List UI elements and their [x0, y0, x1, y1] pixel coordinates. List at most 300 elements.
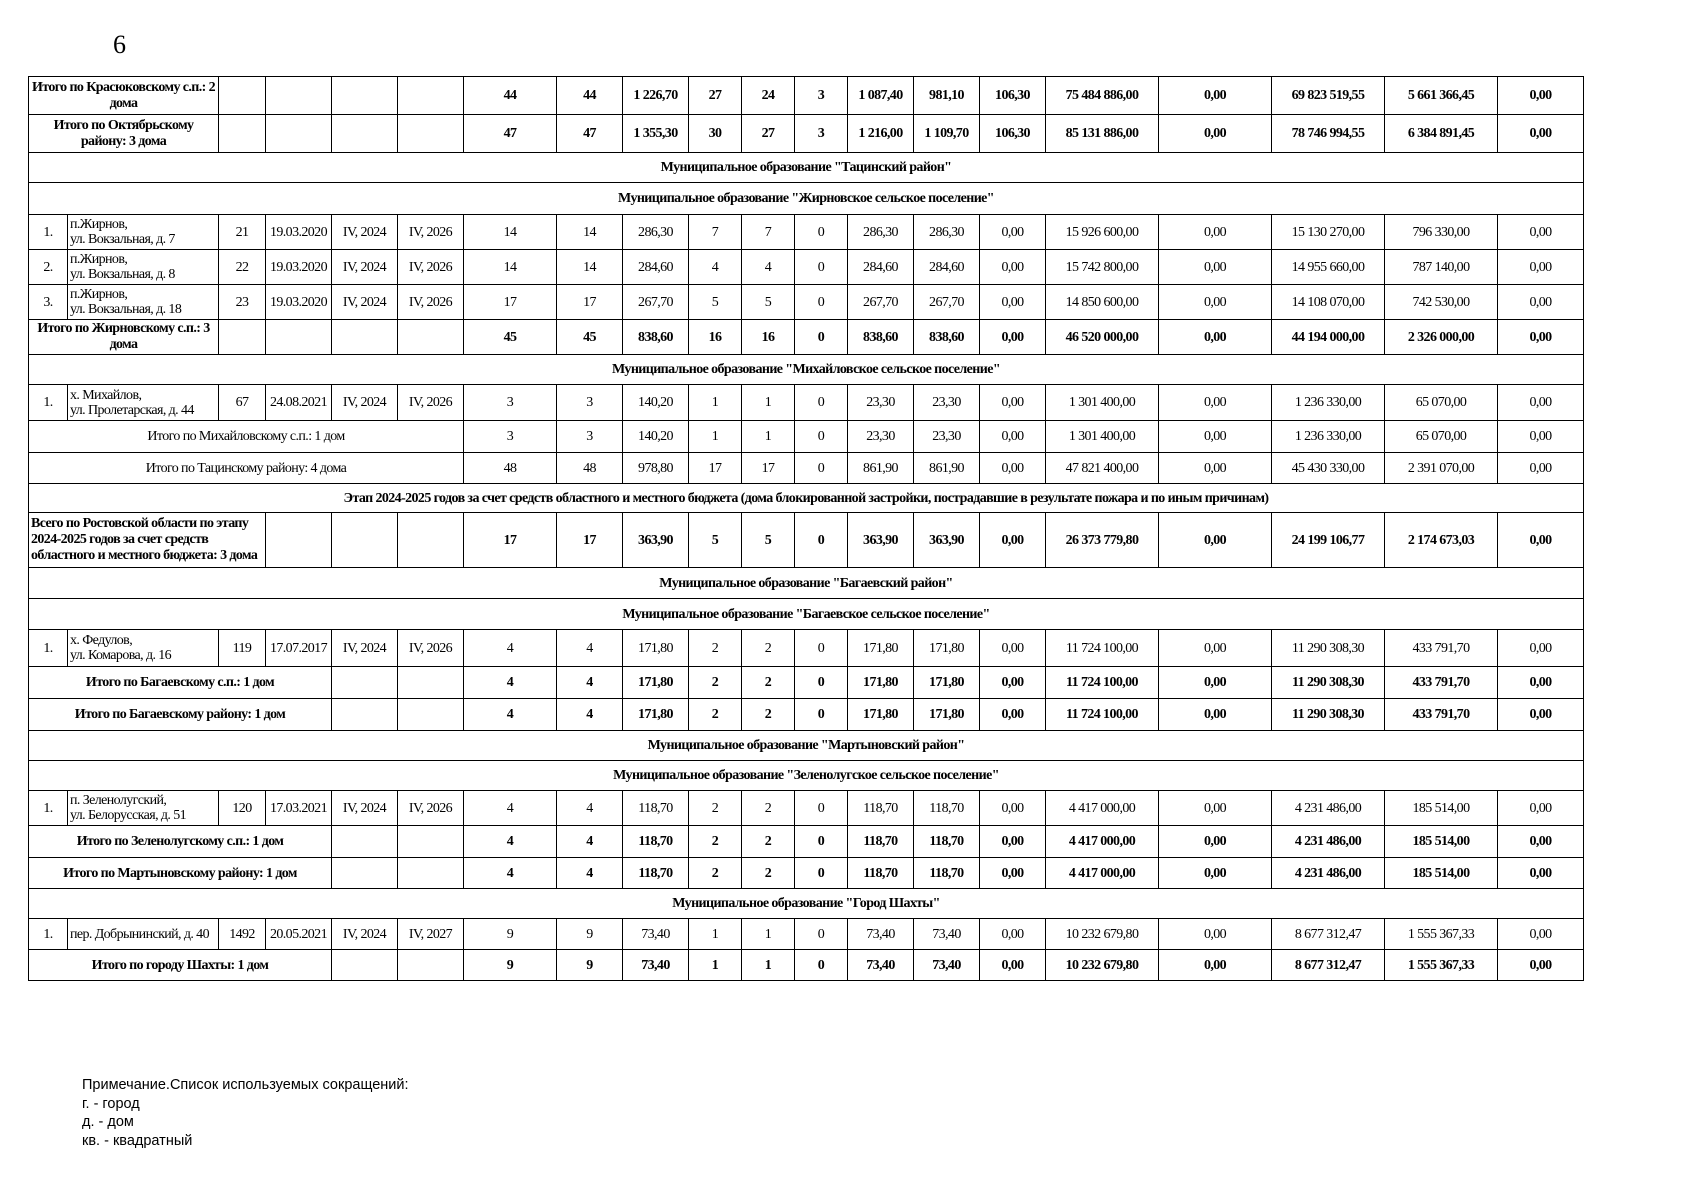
- value-cost-total: 46 520 000,00: [1046, 320, 1159, 355]
- value-families-relocated: 1: [742, 421, 795, 453]
- table-row: [29, 791, 1584, 826]
- empty-cell: [398, 115, 464, 153]
- address-cell: [68, 791, 219, 826]
- value-cost-regional: 8 677 312,47: [1272, 919, 1385, 950]
- value-area-housing: 838,60: [914, 320, 980, 355]
- value-area-total: 140,20: [623, 385, 689, 421]
- planned-end-quarter: IV, 2026: [398, 215, 464, 250]
- value-area-total: 286,30: [623, 215, 689, 250]
- section-title: Этап 2024-2025 годов за счет средств областного и местного бюджета (дома блокированной застройки, пострадавшие в результате пожара и по иным причинам): [29, 484, 1584, 513]
- value-families-count: 1: [689, 385, 742, 421]
- value-area-housing: 23,30: [914, 421, 980, 453]
- planned-start-quarter: IV, 2024: [332, 285, 398, 320]
- total-label: Итого по Багаевскому району: 1 дом: [29, 699, 332, 731]
- value-apartments-count: 14: [464, 250, 557, 285]
- empty-cell: [266, 77, 332, 115]
- value-families-other: 0: [795, 513, 848, 568]
- section-header-row: [29, 484, 1584, 513]
- value-residents-count: 48: [557, 453, 623, 484]
- value-cost-total: 11 724 100,00: [1046, 699, 1159, 731]
- value-cost-total: 10 232 679,80: [1046, 919, 1159, 950]
- section-title: Муниципальное образование "Багаевское сельское поселение": [29, 599, 1584, 630]
- value-area-relocated: 118,70: [848, 858, 914, 889]
- value-cost-regional: 78 746 994,55: [1272, 115, 1385, 153]
- total-row: [29, 513, 1584, 568]
- value-families-other: 0: [795, 699, 848, 731]
- recognition-date: 19.03.2020: [266, 215, 332, 250]
- value-cost-local: 5 661 366,45: [1385, 77, 1498, 115]
- value-cost-extra: 0,00: [1498, 453, 1584, 484]
- value-area-other: 0,00: [980, 385, 1046, 421]
- value-area-other: 0,00: [980, 513, 1046, 568]
- value-cost-total: 10 232 679,80: [1046, 950, 1159, 981]
- value-area-other: 0,00: [980, 320, 1046, 355]
- row-number: 3.: [29, 285, 68, 320]
- section-title: Муниципальное образование "Тацинский район": [29, 153, 1584, 183]
- total-row: [29, 950, 1584, 981]
- value-cost-federal: 0,00: [1159, 320, 1272, 355]
- table-row: [29, 250, 1584, 285]
- empty-cell: [332, 320, 398, 355]
- value-area-relocated: 171,80: [848, 667, 914, 699]
- value-cost-extra: 0,00: [1498, 630, 1584, 667]
- value-families-other: 0: [795, 250, 848, 285]
- value-residents-count: 9: [557, 950, 623, 981]
- empty-cell: [398, 667, 464, 699]
- value-area-other: 106,30: [980, 77, 1046, 115]
- value-families-other: 0: [795, 667, 848, 699]
- value-area-total: 118,70: [623, 858, 689, 889]
- planned-end-quarter: IV, 2026: [398, 791, 464, 826]
- value-cost-federal: 0,00: [1159, 421, 1272, 453]
- total-label: Итого по Тацинскому району: 4 дома: [29, 453, 464, 484]
- section-title: Муниципальное образование "Багаевский район": [29, 568, 1584, 599]
- registry-number: 22: [219, 250, 266, 285]
- note-item: д. - дом: [82, 1114, 134, 1130]
- value-residents-count: 17: [557, 285, 623, 320]
- value-cost-extra: 0,00: [1498, 858, 1584, 889]
- value-cost-local: 2 174 673,03: [1385, 513, 1498, 568]
- total-row: [29, 115, 1584, 153]
- value-cost-regional: 4 231 486,00: [1272, 791, 1385, 826]
- planned-end-quarter: IV, 2026: [398, 385, 464, 421]
- table-row: [29, 285, 1584, 320]
- value-area-total: 118,70: [623, 826, 689, 858]
- value-families-relocated: 2: [742, 826, 795, 858]
- value-families-other: 0: [795, 791, 848, 826]
- total-label: Итого по Жирновскому с.п.: 3 дома: [29, 320, 219, 355]
- value-apartments-count: 4: [464, 699, 557, 731]
- value-cost-total: 4 417 000,00: [1046, 826, 1159, 858]
- value-area-total: 118,70: [623, 791, 689, 826]
- address-cell: [68, 385, 219, 421]
- section-title: Муниципальное образование "Зеленолугское сельское поселение": [29, 761, 1584, 791]
- value-families-other: 0: [795, 826, 848, 858]
- value-cost-extra: 0,00: [1498, 215, 1584, 250]
- empty-cell: [398, 826, 464, 858]
- planned-start-quarter: IV, 2024: [332, 791, 398, 826]
- value-families-other: 0: [795, 421, 848, 453]
- value-cost-local: 433 791,70: [1385, 630, 1498, 667]
- value-cost-federal: 0,00: [1159, 826, 1272, 858]
- empty-cell: [332, 699, 398, 731]
- value-residents-count: 44: [557, 77, 623, 115]
- value-apartments-count: 48: [464, 453, 557, 484]
- value-area-other: 0,00: [980, 826, 1046, 858]
- total-row: [29, 320, 1584, 355]
- section-header-row: [29, 731, 1584, 761]
- value-apartments-count: 44: [464, 77, 557, 115]
- value-cost-extra: 0,00: [1498, 250, 1584, 285]
- value-cost-total: 15 926 600,00: [1046, 215, 1159, 250]
- empty-cell: [332, 77, 398, 115]
- value-area-total: 171,80: [623, 699, 689, 731]
- value-area-total: 171,80: [623, 667, 689, 699]
- address-line: п.Жирнов,: [70, 252, 128, 267]
- value-families-count: 2: [689, 791, 742, 826]
- value-families-count: 5: [689, 285, 742, 320]
- value-families-other: 0: [795, 919, 848, 950]
- value-area-relocated: 267,70: [848, 285, 914, 320]
- value-cost-regional: 1 236 330,00: [1272, 385, 1385, 421]
- value-families-count: 17: [689, 453, 742, 484]
- value-area-total: 73,40: [623, 950, 689, 981]
- value-families-relocated: 24: [742, 77, 795, 115]
- value-area-housing: 1 109,70: [914, 115, 980, 153]
- section-title: Муниципальное образование "Михайловское сельское поселение": [29, 355, 1584, 385]
- value-cost-regional: 11 290 308,30: [1272, 699, 1385, 731]
- value-area-housing: 118,70: [914, 791, 980, 826]
- empty-cell: [266, 115, 332, 153]
- value-families-other: 0: [795, 950, 848, 981]
- value-cost-extra: 0,00: [1498, 320, 1584, 355]
- value-cost-extra: 0,00: [1498, 667, 1584, 699]
- value-families-count: 30: [689, 115, 742, 153]
- value-cost-federal: 0,00: [1159, 950, 1272, 981]
- value-families-relocated: 2: [742, 699, 795, 731]
- value-families-count: 7: [689, 215, 742, 250]
- empty-cell: [332, 115, 398, 153]
- address-line: п.Жирнов,: [70, 217, 128, 232]
- value-area-relocated: 363,90: [848, 513, 914, 568]
- planned-start-quarter: IV, 2024: [332, 215, 398, 250]
- value-families-relocated: 2: [742, 630, 795, 667]
- empty-cell: [398, 77, 464, 115]
- total-row: [29, 699, 1584, 731]
- planned-start-quarter: IV, 2024: [332, 919, 398, 950]
- value-area-other: 0,00: [980, 919, 1046, 950]
- value-cost-regional: 1 236 330,00: [1272, 421, 1385, 453]
- section-title: Муниципальное образование "Жирновское сельское поселение": [29, 183, 1584, 215]
- value-apartments-count: 9: [464, 950, 557, 981]
- value-apartments-count: 45: [464, 320, 557, 355]
- table-row: [29, 385, 1584, 421]
- value-families-relocated: 1: [742, 385, 795, 421]
- value-cost-total: 47 821 400,00: [1046, 453, 1159, 484]
- value-area-housing: 861,90: [914, 453, 980, 484]
- value-area-housing: 73,40: [914, 950, 980, 981]
- value-cost-regional: 4 231 486,00: [1272, 826, 1385, 858]
- value-families-count: 2: [689, 667, 742, 699]
- value-cost-total: 85 131 886,00: [1046, 115, 1159, 153]
- value-cost-local: 65 070,00: [1385, 385, 1498, 421]
- value-families-relocated: 5: [742, 285, 795, 320]
- value-cost-local: 433 791,70: [1385, 667, 1498, 699]
- value-families-count: 1: [689, 421, 742, 453]
- value-area-total: 363,90: [623, 513, 689, 568]
- value-families-count: 2: [689, 699, 742, 731]
- recognition-date: 19.03.2020: [266, 285, 332, 320]
- value-families-relocated: 27: [742, 115, 795, 153]
- value-area-other: 0,00: [980, 858, 1046, 889]
- value-area-other: 0,00: [980, 950, 1046, 981]
- value-cost-federal: 0,00: [1159, 453, 1272, 484]
- value-cost-total: 11 724 100,00: [1046, 667, 1159, 699]
- value-families-relocated: 1: [742, 950, 795, 981]
- recognition-date: 20.05.2021: [266, 919, 332, 950]
- value-cost-local: 1 555 367,33: [1385, 919, 1498, 950]
- recognition-date: 19.03.2020: [266, 250, 332, 285]
- value-apartments-count: 3: [464, 385, 557, 421]
- value-area-relocated: 1 216,00: [848, 115, 914, 153]
- empty-cell: [398, 513, 464, 568]
- value-families-other: 0: [795, 630, 848, 667]
- value-area-relocated: 284,60: [848, 250, 914, 285]
- section-header-row: [29, 568, 1584, 599]
- value-cost-regional: 44 194 000,00: [1272, 320, 1385, 355]
- value-area-relocated: 171,80: [848, 630, 914, 667]
- value-area-housing: 363,90: [914, 513, 980, 568]
- value-area-relocated: 286,30: [848, 215, 914, 250]
- empty-cell: [332, 513, 398, 568]
- address-line: ул. Пролетарская, д. 44: [70, 402, 194, 418]
- value-cost-local: 185 514,00: [1385, 826, 1498, 858]
- total-row: [29, 77, 1584, 115]
- empty-cell: [266, 320, 332, 355]
- recognition-date: 24.08.2021: [266, 385, 332, 421]
- recognition-date: 17.07.2017: [266, 630, 332, 667]
- total-label: Итого по Октябрьскому району: 3 дома: [29, 115, 219, 153]
- value-families-other: 0: [795, 453, 848, 484]
- value-residents-count: 4: [557, 667, 623, 699]
- registry-number: 21: [219, 215, 266, 250]
- value-apartments-count: 17: [464, 513, 557, 568]
- section-header-row: [29, 599, 1584, 630]
- address-cell: [68, 919, 219, 950]
- value-cost-extra: 0,00: [1498, 77, 1584, 115]
- value-families-relocated: 2: [742, 858, 795, 889]
- value-families-other: 3: [795, 115, 848, 153]
- total-row: [29, 858, 1584, 889]
- value-apartments-count: 14: [464, 215, 557, 250]
- value-area-total: 838,60: [623, 320, 689, 355]
- address-line: п.Жирнов,: [70, 287, 128, 302]
- value-area-housing: 267,70: [914, 285, 980, 320]
- value-families-relocated: 2: [742, 791, 795, 826]
- value-area-total: 1 226,70: [623, 77, 689, 115]
- value-cost-regional: 14 955 660,00: [1272, 250, 1385, 285]
- value-cost-total: 15 742 800,00: [1046, 250, 1159, 285]
- total-row: [29, 421, 1584, 453]
- row-number: 1.: [29, 919, 68, 950]
- value-area-relocated: 838,60: [848, 320, 914, 355]
- address-line: х. Михайлов,: [70, 387, 142, 403]
- address-cell: [68, 250, 219, 285]
- empty-cell: [398, 858, 464, 889]
- value-apartments-count: 4: [464, 667, 557, 699]
- address-line: ул. Вокзальная, д. 8: [70, 267, 175, 282]
- value-area-other: 0,00: [980, 667, 1046, 699]
- value-area-housing: 171,80: [914, 630, 980, 667]
- total-label: Итого по Багаевскому с.п.: 1 дом: [29, 667, 332, 699]
- value-cost-extra: 0,00: [1498, 421, 1584, 453]
- value-area-housing: 286,30: [914, 215, 980, 250]
- value-cost-federal: 0,00: [1159, 215, 1272, 250]
- value-families-other: 3: [795, 77, 848, 115]
- value-area-other: 0,00: [980, 250, 1046, 285]
- value-residents-count: 4: [557, 630, 623, 667]
- value-cost-federal: 0,00: [1159, 250, 1272, 285]
- planned-start-quarter: IV, 2024: [332, 630, 398, 667]
- value-cost-local: 742 530,00: [1385, 285, 1498, 320]
- value-residents-count: 4: [557, 699, 623, 731]
- value-area-housing: 284,60: [914, 250, 980, 285]
- table-row: [29, 630, 1584, 667]
- address-cell: [68, 630, 219, 667]
- total-label: Итого по Красюковскому с.п.: 2 дома: [29, 77, 219, 115]
- value-cost-total: 4 417 000,00: [1046, 791, 1159, 826]
- row-number: 2.: [29, 250, 68, 285]
- value-area-housing: 118,70: [914, 858, 980, 889]
- value-residents-count: 14: [557, 215, 623, 250]
- value-cost-local: 433 791,70: [1385, 699, 1498, 731]
- value-families-relocated: 7: [742, 215, 795, 250]
- value-cost-total: 11 724 100,00: [1046, 630, 1159, 667]
- value-area-total: 171,80: [623, 630, 689, 667]
- value-families-other: 0: [795, 320, 848, 355]
- row-number: 1.: [29, 215, 68, 250]
- value-cost-federal: 0,00: [1159, 385, 1272, 421]
- value-families-count: 2: [689, 826, 742, 858]
- value-residents-count: 3: [557, 421, 623, 453]
- value-families-relocated: 4: [742, 250, 795, 285]
- value-families-count: 2: [689, 630, 742, 667]
- value-cost-extra: 0,00: [1498, 699, 1584, 731]
- value-cost-regional: 14 108 070,00: [1272, 285, 1385, 320]
- value-apartments-count: 17: [464, 285, 557, 320]
- housing-program-table: [28, 76, 1584, 981]
- value-apartments-count: 4: [464, 630, 557, 667]
- value-cost-total: 4 417 000,00: [1046, 858, 1159, 889]
- value-cost-local: 185 514,00: [1385, 791, 1498, 826]
- table-row: [29, 919, 1584, 950]
- value-cost-regional: 15 130 270,00: [1272, 215, 1385, 250]
- registry-number: 1492: [219, 919, 266, 950]
- address-line: п. Зеленолугский,: [70, 793, 167, 808]
- note-item: кв. - квадратный: [82, 1132, 193, 1149]
- total-label: Итого по городу Шахты: 1 дом: [29, 950, 332, 981]
- value-cost-extra: 0,00: [1498, 385, 1584, 421]
- planned-end-quarter: IV, 2026: [398, 250, 464, 285]
- value-area-other: 0,00: [980, 791, 1046, 826]
- value-area-housing: 23,30: [914, 385, 980, 421]
- empty-cell: [332, 858, 398, 889]
- value-cost-federal: 0,00: [1159, 513, 1272, 568]
- value-apartments-count: 4: [464, 858, 557, 889]
- value-cost-extra: 0,00: [1498, 115, 1584, 153]
- total-row: [29, 826, 1584, 858]
- address-line: ул. Вокзальная, д. 18: [70, 302, 182, 317]
- value-cost-federal: 0,00: [1159, 699, 1272, 731]
- value-cost-extra: 0,00: [1498, 950, 1584, 981]
- empty-cell: [219, 115, 266, 153]
- value-cost-total: 75 484 886,00: [1046, 77, 1159, 115]
- value-cost-federal: 0,00: [1159, 919, 1272, 950]
- value-cost-federal: 0,00: [1159, 77, 1272, 115]
- value-residents-count: 14: [557, 250, 623, 285]
- value-families-count: 2: [689, 858, 742, 889]
- value-families-relocated: 2: [742, 667, 795, 699]
- value-area-total: 1 355,30: [623, 115, 689, 153]
- value-area-relocated: 23,30: [848, 421, 914, 453]
- address-cell: [68, 285, 219, 320]
- value-area-total: 978,80: [623, 453, 689, 484]
- value-families-relocated: 16: [742, 320, 795, 355]
- section-header-row: [29, 889, 1584, 919]
- section-header-row: [29, 153, 1584, 183]
- value-area-housing: 73,40: [914, 919, 980, 950]
- empty-cell: [332, 667, 398, 699]
- value-cost-regional: 11 290 308,30: [1272, 667, 1385, 699]
- table-body: [29, 77, 1584, 981]
- value-cost-federal: 0,00: [1159, 285, 1272, 320]
- value-cost-total: 26 373 779,80: [1046, 513, 1159, 568]
- value-area-other: 106,30: [980, 115, 1046, 153]
- planned-end-quarter: IV, 2027: [398, 919, 464, 950]
- value-families-relocated: 17: [742, 453, 795, 484]
- value-area-relocated: 23,30: [848, 385, 914, 421]
- value-families-other: 0: [795, 285, 848, 320]
- registry-number: 67: [219, 385, 266, 421]
- value-cost-federal: 0,00: [1159, 115, 1272, 153]
- value-families-relocated: 5: [742, 513, 795, 568]
- value-families-count: 1: [689, 950, 742, 981]
- value-area-other: 0,00: [980, 421, 1046, 453]
- value-residents-count: 4: [557, 791, 623, 826]
- total-row: [29, 667, 1584, 699]
- value-families-count: 27: [689, 77, 742, 115]
- planned-end-quarter: IV, 2026: [398, 630, 464, 667]
- value-cost-federal: 0,00: [1159, 858, 1272, 889]
- value-area-relocated: 171,80: [848, 699, 914, 731]
- value-cost-local: 2 391 070,00: [1385, 453, 1498, 484]
- value-cost-regional: 8 677 312,47: [1272, 950, 1385, 981]
- address-line: ул. Белорусская, д. 51: [70, 808, 187, 823]
- table-row: [29, 215, 1584, 250]
- address-line: х. Федулов,: [70, 633, 133, 648]
- total-label: Итого по Зеленолугскому с.п.: 1 дом: [29, 826, 332, 858]
- value-cost-total: 14 850 600,00: [1046, 285, 1159, 320]
- value-cost-extra: 0,00: [1498, 791, 1584, 826]
- value-cost-regional: 69 823 519,55: [1272, 77, 1385, 115]
- total-label: Всего по Ростовской области по этапу 2024-2025 годов за счет средств областного и местного бюджета: 3 дома: [29, 513, 266, 568]
- empty-cell: [266, 513, 332, 568]
- value-cost-extra: 0,00: [1498, 285, 1584, 320]
- value-cost-local: 65 070,00: [1385, 421, 1498, 453]
- empty-cell: [332, 826, 398, 858]
- note-item: г. - город: [82, 1095, 140, 1112]
- value-cost-local: 1 555 367,33: [1385, 950, 1498, 981]
